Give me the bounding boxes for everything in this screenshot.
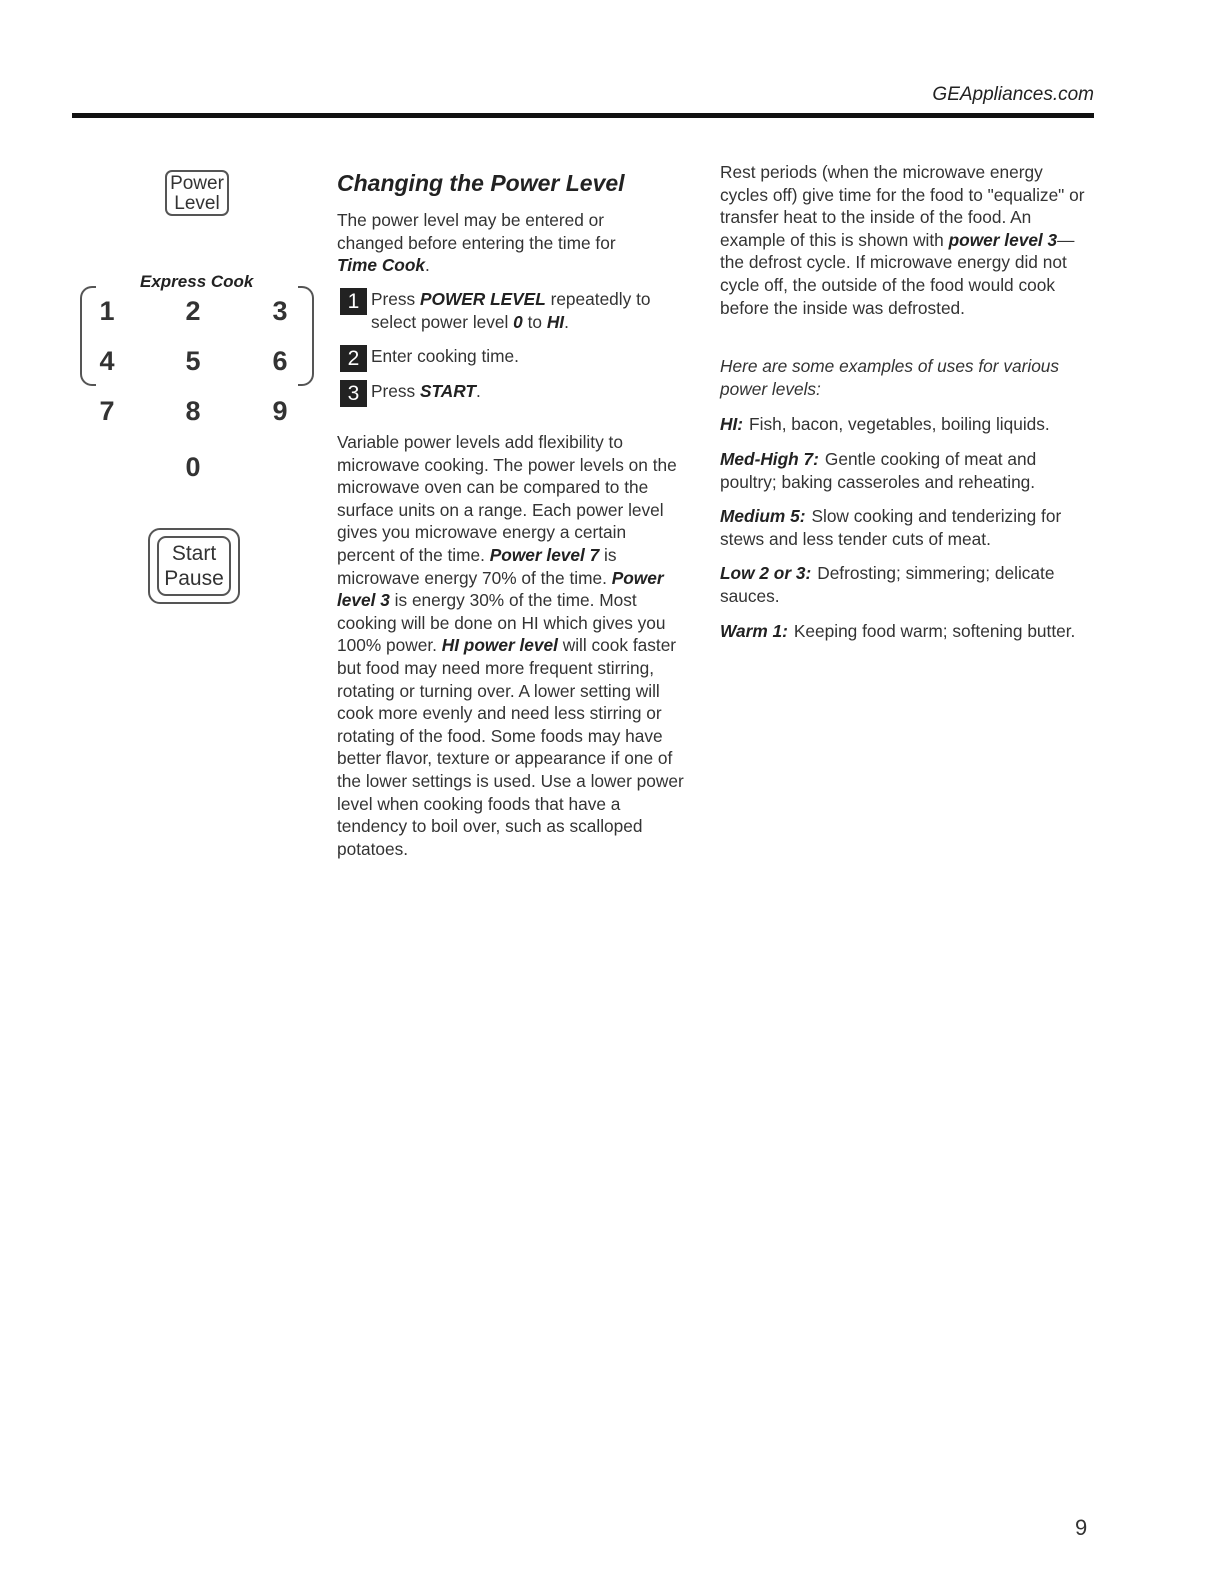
step-3-text [371, 380, 671, 403]
intro-text: The power level may be entered or changed before entering the time for [337, 210, 616, 253]
digit-key-6: 6 [272, 346, 288, 376]
level-medium-text: Slow cooking and tenderizing for stews and less tender cuts of meat. [720, 506, 1062, 549]
digit-key-1: 1 [99, 296, 115, 326]
digit-key-7: 7 [99, 396, 115, 426]
examples-intro: Here are some examples of uses for various power levels: [720, 356, 1060, 399]
step-number-3: 3 [340, 380, 367, 407]
step-2 [340, 345, 671, 372]
rest-emph: power level 3 [948, 229, 1058, 250]
level-low-text: Defrosting; simmering; delicate sauces. [720, 563, 1055, 606]
body-e3: HI power level [441, 635, 558, 656]
start-key-line2: Pause [164, 567, 224, 590]
level-med-high-label: Med-High 7: [720, 449, 819, 469]
level-medium [720, 505, 1085, 550]
step-1 [340, 288, 671, 333]
level-low-label: Low 2 or 3: [720, 563, 812, 583]
power-key-line1: Power [170, 173, 224, 194]
intro-end: . [425, 255, 430, 276]
step-1-emph: POWER LEVEL [419, 289, 546, 309]
level-low [720, 562, 1085, 607]
digit-key-2: 2 [185, 296, 201, 326]
step-3-pre: Press [371, 381, 420, 401]
intro-paragraph [337, 209, 637, 277]
digit-key-3: 3 [272, 296, 288, 326]
step-1-mid2: to [522, 311, 547, 332]
rest-periods-paragraph [720, 161, 1085, 319]
step-1-text [371, 288, 671, 333]
level-medium-label: Medium 5: [720, 506, 806, 526]
express-cook-label: Express Cook [140, 272, 254, 291]
level-med-high [720, 448, 1085, 493]
level-hi-label: HI: [720, 414, 744, 434]
step-1-emph2: 0 [513, 311, 523, 332]
site-url[interactable]: GEAppliances.com [932, 84, 1094, 105]
body-p1: Variable power levels add flexibility to microwave cooking. The power levels on the microwave oven can be compared to the surface units on a range. Each power level gives you microwave energy a certain percent of the time. [337, 432, 677, 565]
step-2-text: Enter cooking time. [371, 346, 519, 366]
step-1-pre: Press [371, 289, 420, 309]
body-e2: Power level 3 [337, 567, 664, 611]
step-3-post: . [476, 381, 481, 401]
step-1-post: . [564, 311, 569, 332]
level-warm-text: Keeping food warm; softening butter. [793, 621, 1076, 641]
power-key-line2: Level [174, 193, 220, 214]
digit-key-8: 8 [185, 396, 201, 426]
body-p2: is microwave energy 70% of the time. [337, 544, 617, 588]
level-warm-label: Warm 1: [720, 621, 788, 641]
body-p3: is energy 30% of the time. Most cooking will be done on HI which gives you 100% power. [337, 590, 666, 656]
level-hi-text: Fish, bacon, vegetables, boiling liquids. [749, 414, 1050, 434]
digit-key-0: 0 [185, 452, 201, 482]
body-paragraph [337, 431, 687, 860]
rest-b: —the defrost cycle. If microwave energy did not cycle off, the outside of the food would cook before the inside was defrosted. [720, 229, 1075, 318]
power-level-key [165, 170, 229, 216]
rest-a: Rest periods (when the microwave energy cycles off) give time for the food to "equalize" or transfer heat to the inside of the food. An example of this is shown with [720, 162, 1085, 250]
step-1-emph3: HI [546, 311, 565, 332]
start-key-line1: Start [171, 542, 217, 565]
digit-key-5: 5 [185, 346, 201, 376]
body-e1: Power level 7 [489, 544, 600, 565]
header-rule [72, 113, 1094, 118]
level-warm [720, 620, 1085, 643]
page-number: 9 [1075, 1515, 1088, 1540]
level-med-high-text: Gentle cooking of meat and poultry; baking casseroles and reheating. [720, 449, 1037, 492]
step-3 [340, 380, 671, 407]
digit-key-4: 4 [99, 346, 115, 376]
step-3-emph: START [419, 381, 476, 401]
start-pause-key [157, 536, 231, 596]
step-number-2: 2 [340, 345, 367, 372]
digit-key-9: 9 [272, 396, 288, 426]
step-1-mid: repeatedly to select power level [371, 289, 651, 332]
level-hi [720, 413, 1085, 436]
body-p4: will cook faster but food may need more frequent stirring, rotating or turning over. A lower setting will cook more evenly and need less stirring or rotating of the food. Some foods may have better flavor, texture or appearance if one of the lower settings is used. Use a lower power level when cooking foods that have a tendency to boil over, such as scalloped potatoes. [337, 635, 684, 859]
step-number-1: 1 [340, 288, 367, 315]
express-cook-bracket-right [298, 286, 314, 386]
section-title: Changing the Power Level [337, 170, 625, 196]
intro-emphasis: Time Cook [337, 255, 426, 276]
